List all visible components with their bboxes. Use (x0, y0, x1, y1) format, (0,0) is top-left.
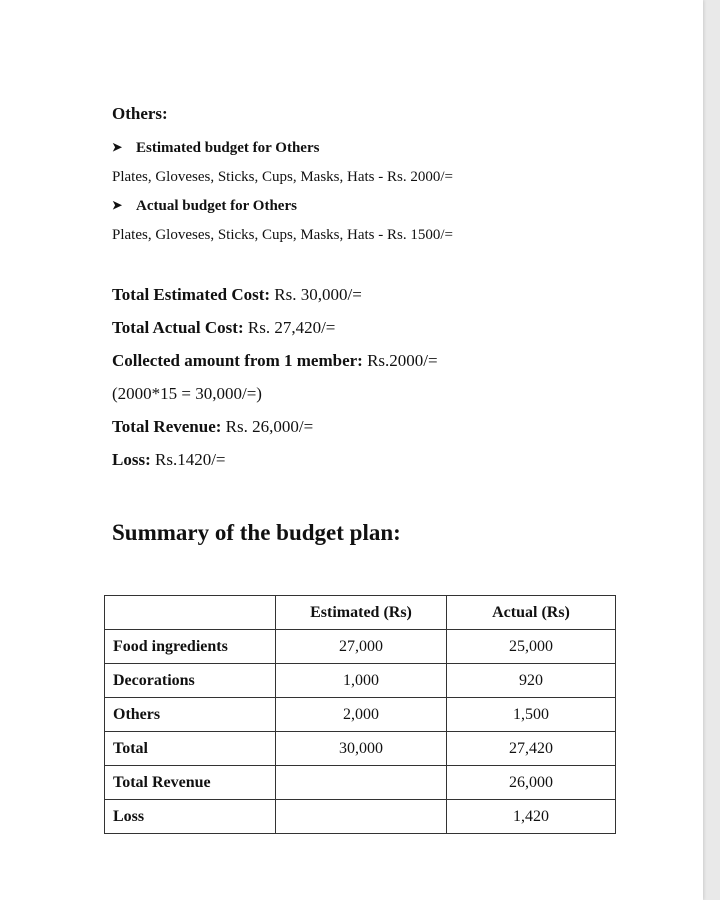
table-cell-actual: 1,420 (447, 800, 616, 834)
table-header-cell: Estimated (Rs) (276, 596, 447, 630)
table-row (105, 732, 616, 766)
table-row (105, 698, 616, 732)
loss (112, 450, 226, 470)
table-cell-estimated (276, 766, 447, 800)
table-cell-actual: 26,000 (447, 766, 616, 800)
total-actual-value: Rs. 27,420/= (247, 318, 336, 337)
table-header-row (105, 596, 616, 630)
loss-value: Rs.1420/= (154, 450, 226, 469)
table-cell-actual: 25,000 (447, 630, 616, 664)
table-cell-category: Others (105, 698, 276, 732)
table-row (105, 630, 616, 664)
estimated-budget-bullet (112, 140, 319, 157)
table-cell-actual: 1,500 (447, 698, 616, 732)
collected-label: Collected amount from 1 member: (112, 351, 363, 370)
actual-items: Plates, Gloveses, Sticks, Cups, Masks, Hats - Rs. 1500/= (112, 227, 453, 243)
table-header-cell (105, 596, 276, 630)
table-cell-estimated: 2,000 (276, 698, 447, 732)
table-cell-estimated: 1,000 (276, 664, 447, 698)
estimated-budget-label: Estimated budget for Others (136, 140, 320, 156)
total-estimated-label: Total Estimated Cost: (112, 285, 271, 304)
table-cell-category: Loss (105, 800, 276, 834)
table-cell-actual: 27,420 (447, 732, 616, 766)
summary-heading: Summary of the budget plan: (112, 520, 401, 545)
arrow-bullet-icon: ➤ (112, 198, 123, 212)
loss-label: Loss: (112, 450, 151, 469)
budget-summary-table (104, 595, 616, 834)
collected-calculation: (2000*15 = 30,000/=) (112, 384, 262, 403)
table-cell-estimated: 30,000 (276, 732, 447, 766)
table-cell-category: Total (105, 732, 276, 766)
table-cell-estimated (276, 800, 447, 834)
total-revenue (112, 417, 313, 437)
table-row (105, 800, 616, 834)
table-header-cell: Actual (Rs) (447, 596, 616, 630)
others-heading: Others: (112, 104, 168, 123)
estimated-items: Plates, Gloveses, Sticks, Cups, Masks, Hats - Rs. 2000/= (112, 169, 453, 185)
table-cell-category: Decorations (105, 664, 276, 698)
total-estimated-value: Rs. 30,000/= (274, 285, 362, 304)
total-actual-label: Total Actual Cost: (112, 318, 244, 337)
table-cell-category: Food ingredients (105, 630, 276, 664)
table-cell-actual: 920 (447, 664, 616, 698)
table-cell-category: Total Revenue (105, 766, 276, 800)
arrow-bullet-icon: ➤ (112, 140, 123, 154)
total-actual-cost (112, 318, 335, 338)
collected-value: Rs.2000/= (367, 351, 438, 370)
table-cell-estimated: 27,000 (276, 630, 447, 664)
table-row (105, 664, 616, 698)
collected-amount (112, 351, 438, 371)
actual-budget-label: Actual budget for Others (136, 198, 297, 214)
actual-budget-bullet (112, 198, 297, 215)
table-row (105, 766, 616, 800)
total-revenue-value: Rs. 26,000/= (225, 417, 314, 436)
total-revenue-label: Total Revenue: (112, 417, 222, 436)
total-estimated-cost (112, 285, 362, 305)
